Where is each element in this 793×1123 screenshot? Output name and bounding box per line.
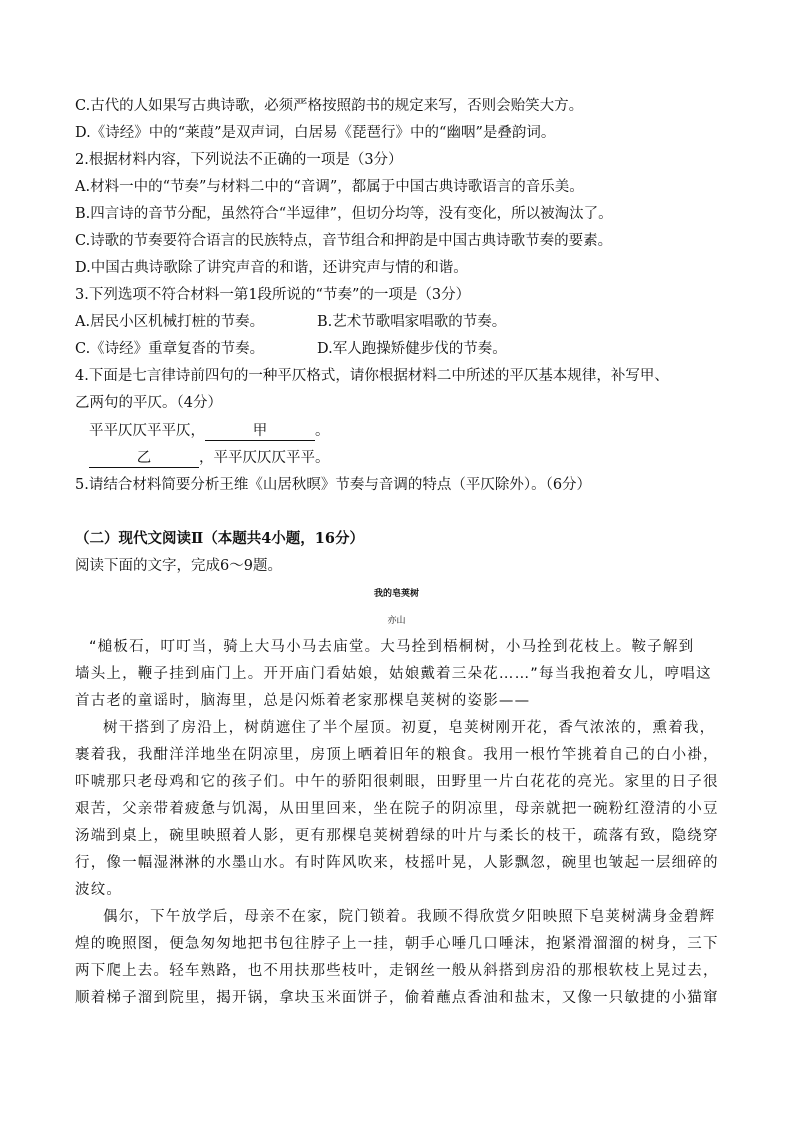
para1-line3: 首古老的童谣时，脑海里，总是闪烁着老家那棵皂荚树的姿影—— <box>75 693 531 709</box>
para2-line3: 吓唬那只老母鸡和它的孩子们。中午的骄阳很刺眼，田野里一片白花花的亮光。家里的日子很 <box>75 774 719 790</box>
para2-line1: 树干搭到了房沿上，树荫遮住了半个屋顶。初夏，皂荚树刚开花，香气浓浓的，熏着我， <box>103 720 716 736</box>
q3-option-a: A.居民小区机械打桩的节奏。 <box>75 314 265 330</box>
para3-line1: 偶尔，下午放学后，母亲不在家，院门锁着。我顾不得欣赏夕阳映照下皂荚树满身金碧辉 <box>103 909 716 925</box>
q4-blank-jia[interactable]: 甲 <box>205 422 315 441</box>
q4-line2-suffix: ，平平仄仄仄平平。 <box>199 450 330 466</box>
q3-option-c: C.《诗经》重章复沓的节奏。 <box>75 341 265 357</box>
q3-option-d: D.军人跑操矫健步伐的节奏。 <box>317 341 507 357</box>
q3-option-b: B.艺术节歌唱家唱歌的节奏。 <box>317 314 507 330</box>
q2-option-d: D.中国古典诗歌除了讲究声音的和谐，还讲究声与情的和谐。 <box>75 260 468 276</box>
essay-author: 亦山 <box>387 616 406 626</box>
q3-options-row2 <box>75 339 507 359</box>
q5-stem: 5.请结合材料简要分析王维《山居秋暝》节奏与音调的特点（平仄除外）。（6分） <box>75 477 592 493</box>
essay-title: 我的皂荚树 <box>373 589 419 599</box>
para3-line3: 两下爬上去。轻车熟路，也不用扶那些枝叶，走钢丝一般从斜搭到房沿的那根软枝上晃过去， <box>75 963 719 979</box>
q4-pattern-line2 <box>89 448 330 468</box>
para3-line2: 煌的晚照图，便急匆匆地把书包往脖子上一挂，朝手心唾几口唾沫，抱紧滑溜溜的树身，三下 <box>75 936 719 952</box>
q4-pattern-line1 <box>89 421 330 441</box>
q2-stem: 2.根据材料内容，下列说法不正确的一项是（3分） <box>75 152 403 168</box>
q2-option-b: B.四言诗的音节分配，虽然符合“半逗律”，但切分均等，没有变化，所以被淘汰了。 <box>75 206 613 222</box>
q4-line1-prefix: 平平仄仄平平仄， <box>89 423 205 439</box>
para1-line2: 墙头上，鞭子挂到庙门上。开开庙门看姑娘，姑娘戴着三朵花……”每当我抱着女儿，哼唱这 <box>75 666 712 682</box>
q2-option-c: C.诗歌的节奏要符合语言的民族特点，音节组合和押韵是中国古典诗歌节奏的要素。 <box>75 233 613 249</box>
q2-option-a: A.材料一中的“节奏”与材料二中的“音调”，都属于中国古典诗歌语言的音乐美。 <box>75 179 584 195</box>
q3-options-row1 <box>75 312 506 332</box>
section2-heading: （二）现代文阅读Ⅱ（本题共4小题，16分） <box>75 530 364 547</box>
q4-stem-line2: 乙两句的平仄。（4分） <box>75 395 222 411</box>
q3-stem: 3.下列选项不符合材料一第1段所说的“节奏”的一项是（3分） <box>75 287 471 303</box>
para2-line5: 汤端到桌上，碗里映照着人影，更有那棵皂荚树碧绿的叶片与柔长的枝干，疏落有致，隐绕穿 <box>75 828 719 844</box>
q4-stem-line1: 4.下面是七言律诗前四句的一种平仄格式，请你根据材料二中所述的平仄基本规律，补写甲、 <box>75 368 669 384</box>
q1-option-c: C.古代的人如果写古典诗歌，必须严格按照韵书的规定来写，否则会贻笑大方。 <box>75 98 584 114</box>
para3-line4: 顺着梯子溜到院里，揭开锅，拿块玉米面饼子，偷着蘸点香油和盐末，又像一只敏捷的小猫窜 <box>75 990 719 1006</box>
q4-blank-yi[interactable]: 乙 <box>89 449 199 468</box>
para2-line2: 裹着我，我酣洋洋地坐在阴凉里，房顶上晒着旧年的粮食。我用一根竹竿挑着自己的白小褂， <box>75 747 719 763</box>
q1-option-d: D.《诗经》中的“莱葭”是双声词，白居易《琵琶行》中的“幽咽”是叠韵词。 <box>75 125 556 141</box>
para1-line1: “槌板石，叮叮当，骑上大马小马去庙堂。大马拴到梧桐树，小马拴到花枝上。鞍子解到 <box>89 639 695 655</box>
q4-line1-suffix: 。 <box>315 423 330 439</box>
para2-line6: 行，像一幅湿淋淋的水墨山水。有时阵风吹来，枝摇叶晃，人影飘忽，碗里也皱起一层细碎的 <box>75 855 719 871</box>
section2-instruction: 阅读下面的文字，完成6～9题。 <box>75 558 282 574</box>
para2-line7: 波纹。 <box>75 882 123 898</box>
para2-line4: 艰苦，父亲带着疲惫与饥渴，从田里回来，坐在院子的阴凉里，母亲就把一碗粉红澄清的小豆 <box>75 801 719 817</box>
